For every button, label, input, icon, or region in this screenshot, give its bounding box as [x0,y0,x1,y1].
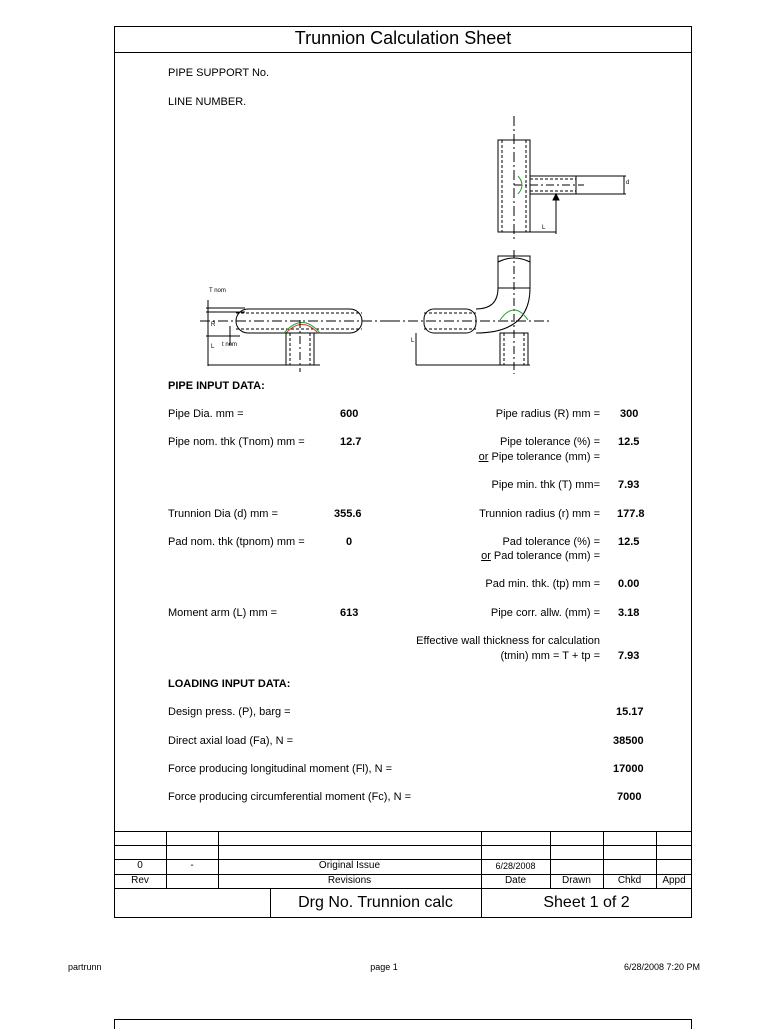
design-pressure-label: Design press. (P), barg = [168,706,291,718]
diagram-label-l-elbow: L [411,338,415,344]
axial-load-label: Direct axial load (Fa), N = [168,735,294,747]
trunnion-dia-label: Trunnion Dia (d) mm = [168,508,278,520]
sheet-number: Sheet 1 of 2 [543,894,630,911]
moment-arm-value: 613 [340,607,359,619]
revision-number: 0 [137,860,143,871]
pad-tolerance-mm-label [400,550,600,562]
elbow-diagram [390,250,552,374]
header-chkd: Chkd [617,875,642,886]
trunnion-dia-value: 355.6 [334,508,362,520]
header-appd: Appd [662,875,686,886]
pipe-nom-thk-label: Pipe nom. thk (Tnom) mm = [168,436,305,448]
diagram-label-t: t nom [222,342,238,348]
pipe-support-label: PIPE SUPPORT No. [168,67,270,79]
pipe-tolerance-pct-value: 12.5 [618,436,640,448]
trunnion-diagram [0,0,768,380]
next-sheet-frame [114,1019,692,1029]
pad-tolerance-pct-label: Pad tolerance (%) = [502,536,600,548]
effective-wall-label-line2: (tmin) mm = T + tp = [500,650,600,662]
circumferential-force-value: 7000 [617,791,642,803]
diagram-label-r: R [211,322,216,328]
pad-nom-thk-label: Pad nom. thk (tpnom) mm = [168,536,305,548]
longitudinal-force-label: Force producing longitudinal moment (Fl), N = [168,763,393,775]
pipe-dia-label: Pipe Dia. mm = [168,408,244,420]
sheet-title: Trunnion Calculation Sheet [294,28,512,48]
trunnion-radius-label: Trunnion radius (r) mm = [479,508,600,520]
design-pressure-value: 15.17 [616,706,644,718]
pipe-min-thk-value: 7.93 [618,479,640,491]
pipe-radius-value: 300 [620,408,639,420]
pipe-dia-value: 600 [340,408,359,420]
pipe-tolerance-pct-label: Pipe tolerance (%) = [500,436,600,448]
diagram-label-d: d [626,180,630,186]
effective-wall-label-line1: Effective wall thickness for calculation [416,635,600,647]
circumferential-force-label: Force producing circumferential moment (Fc), N = [168,791,411,803]
pad-nom-thk-value: 0 [346,536,353,548]
pipe-nom-thk-value: 12.7 [340,436,362,448]
pad-min-thk-value: 0.00 [618,578,640,590]
line-number-label: LINE NUMBER. [168,96,247,108]
corrosion-allowance-label: Pipe corr. allw. (mm) = [490,607,600,619]
pipe-tolerance-mm-label [400,451,600,463]
pad-tolerance-pct-value: 12.5 [618,536,640,548]
moment-arm-label: Moment arm (L) mm = [168,607,278,619]
pad-tolerance-mm-text: Pad tolerance (mm) = [490,550,600,562]
loading-input-heading: LOADING INPUT DATA: [168,678,291,690]
axial-load-value: 38500 [613,735,644,747]
pad-min-thk-label: Pad min. thk. (tp) mm = [485,578,600,590]
revision-description: Original Issue [318,860,381,871]
effective-wall-value: 7.93 [618,650,640,662]
footer-page-number: page 1 [370,962,398,972]
or-word: or [478,451,489,463]
pipe-tolerance-mm-text: Pipe tolerance (mm) = [488,451,600,463]
pipe-input-heading: PIPE INPUT DATA: [168,380,265,392]
header-drawn: Drawn [562,875,591,886]
tee-plan-diagram [200,300,390,372]
header-date: Date [504,875,527,886]
drawing-number: Drg No. Trunnion calc [298,894,453,911]
revision-date: 6/28/2008 [495,861,536,871]
tee-elevation-diagram [498,116,626,240]
revision-dash: - [190,860,194,871]
pipe-radius-label: Pipe radius (R) mm = [495,408,600,420]
pipe-min-thk-label: Pipe min. thk (T) mm= [491,479,600,491]
diagram-label-tnom: T nom [209,288,226,294]
corrosion-allowance-value: 3.18 [618,607,640,619]
header-rev: Rev [131,875,149,886]
trunnion-radius-value: 177.8 [617,508,645,520]
header-revisions: Revisions [327,875,372,886]
footer-timestamp: 6/28/2008 7:20 PM [623,962,700,972]
longitudinal-force-value: 17000 [613,763,644,775]
footer-filename: partrunn [68,962,102,972]
diagram-label-l: L [211,344,215,350]
diagram-label-l-upper: L [542,225,546,231]
or-word-pad: or [481,550,491,562]
